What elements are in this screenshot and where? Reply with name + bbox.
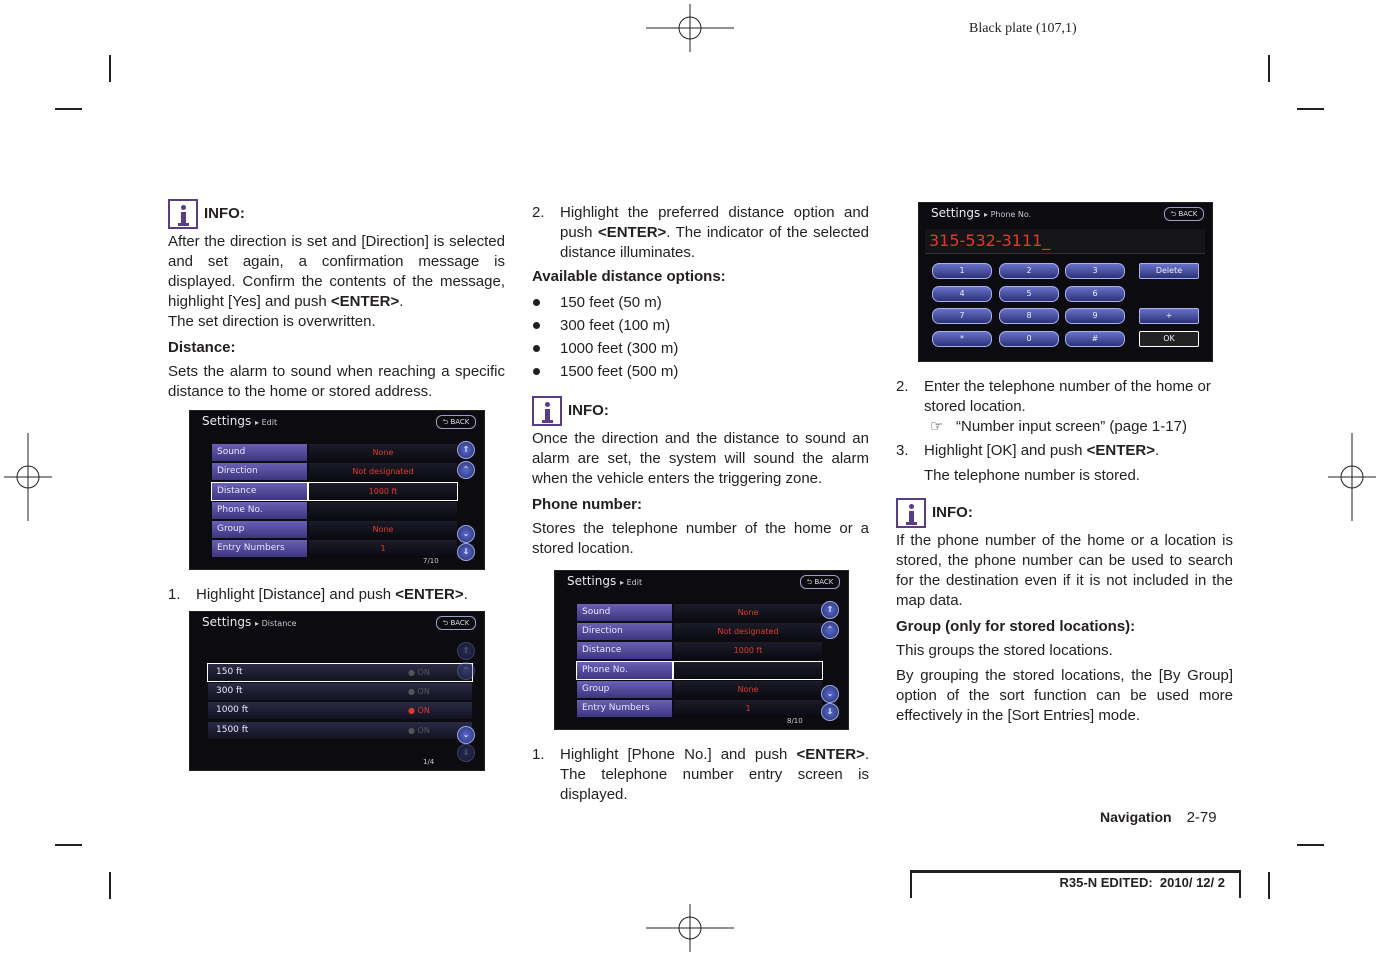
page-down-icon[interactable]: ⇓ xyxy=(457,744,475,762)
phone-text: Stores the telephone number of the home or a stored location. xyxy=(532,520,869,557)
page-footer: Navigation 2-79 xyxy=(1100,809,1217,826)
screen-title: Settings ▸ Edit xyxy=(567,574,643,588)
group-heading: Group (only for stored locations): xyxy=(896,618,1136,635)
key-star[interactable]: * xyxy=(932,331,992,347)
back-button[interactable]: ⮌ BACK xyxy=(436,616,476,630)
key-2[interactable]: 2 xyxy=(999,263,1059,279)
key-8[interactable]: 8 xyxy=(999,308,1059,324)
settings-edit-screen-phone: Settings ▸ Edit ⮌ BACK Sound None Direction Not designated Distance 1000 ft Phone No. Group None Entry Numbers 1 ⇑ ⌃ ⌄ ⇓ 8/10 xyxy=(554,570,849,730)
scroll-up-icon[interactable]: ⌃ xyxy=(457,461,475,479)
page-down-icon[interactable]: ⇓ xyxy=(457,543,475,561)
key-9[interactable]: 9 xyxy=(1065,308,1125,324)
key-1[interactable]: 1 xyxy=(932,263,992,279)
key-6[interactable]: 6 xyxy=(1065,286,1125,302)
group-text-2: By grouping the stored locations, the [By Group] option of the sort function can be used more effectively in the [Sort Entries] mode. xyxy=(896,667,1233,724)
right-step-2: 2. Enter the telephone number of the home or stored location. xyxy=(896,378,1211,415)
registration-mark-icon xyxy=(4,433,52,521)
list-item: 150 feet (50 m) xyxy=(532,291,869,314)
page-indicator: 1/4 xyxy=(423,758,435,766)
registration-mark-icon xyxy=(646,4,734,52)
distance-text: Sets the alarm to sound when reaching a specific distance to the home or stored address. xyxy=(168,363,505,400)
page-up-icon[interactable]: ⇑ xyxy=(457,642,475,660)
crop-mark xyxy=(109,872,111,899)
plus-button[interactable]: + xyxy=(1139,308,1199,324)
info-title: INFO: xyxy=(204,205,245,222)
registration-mark-icon xyxy=(1328,433,1376,521)
group-text-1: This groups the stored locations. xyxy=(896,642,1113,659)
edited-box: R35-N EDITED: 2010/ 12/ 2 xyxy=(910,870,1241,898)
distance-option-1000[interactable]: 1000 ft ● ON xyxy=(208,702,472,719)
middle-step-1: 1. Highlight [Phone No.] and push <ENTER>. The telephone number entry screen is displayed. xyxy=(532,746,869,803)
info-heading: INFO: xyxy=(896,497,1233,529)
page-up-icon[interactable]: ⇑ xyxy=(457,441,475,459)
ok-button[interactable]: OK xyxy=(1139,331,1199,347)
back-button[interactable]: ⮌ BACK xyxy=(1164,207,1204,221)
key-7[interactable]: 7 xyxy=(932,308,992,324)
back-button[interactable]: ⮌ BACK xyxy=(436,415,476,429)
page-up-icon[interactable]: ⇑ xyxy=(821,601,839,619)
crop-mark xyxy=(1268,872,1270,899)
page-reference: ☞ “Number input screen” (page 1-17) xyxy=(930,418,1187,435)
scroll-up-icon[interactable]: ⌃ xyxy=(457,662,475,680)
info-icon xyxy=(896,498,926,528)
crop-mark xyxy=(55,844,82,846)
key-0[interactable]: 0 xyxy=(999,331,1059,347)
screen-title: Settings ▸ Distance xyxy=(202,615,297,629)
middle-step-2: 2. Highlight the preferred distance option and push <ENTER>. The indicator of the selected distance illuminates. xyxy=(532,204,869,261)
phone-number-field[interactable]: 315-532-3111_ xyxy=(925,229,1205,254)
info-heading: INFO: xyxy=(532,395,869,427)
settings-edit-screen: Settings ▸ Edit ⮌ BACK Sound None Direction Not designated Distance 1000 ft Phone No. Group None Entry Numbers 1 ⇑ ⌃ ⌄ ⇓ 7/10 xyxy=(189,410,485,570)
info-icon xyxy=(532,396,562,426)
phone-number-screen xyxy=(918,202,1213,362)
distance-option-1500[interactable]: 1500 ft ● ON xyxy=(208,722,472,739)
list-item: 300 feet (100 m) xyxy=(532,314,869,337)
delete-button[interactable]: Delete xyxy=(1139,263,1199,279)
registration-mark-icon xyxy=(646,904,734,952)
scroll-up-icon[interactable]: ⌃ xyxy=(821,621,839,639)
crop-mark xyxy=(109,55,111,82)
left-step-1: 1. Highlight [Distance] and push <ENTER>. xyxy=(168,586,468,603)
crop-mark xyxy=(1297,844,1324,846)
page-down-icon[interactable]: ⇓ xyxy=(821,703,839,721)
key-5[interactable]: 5 xyxy=(999,286,1059,302)
plate-label: Black plate (107,1) xyxy=(969,21,1077,36)
right-step-3: 3. Highlight [OK] and push <ENTER>. xyxy=(896,442,1160,459)
key-3[interactable]: 3 xyxy=(1065,263,1125,279)
right-column xyxy=(896,377,1233,726)
list-item: 1500 feet (500 m) xyxy=(532,360,869,383)
left-column xyxy=(168,198,505,402)
key-hash[interactable]: # xyxy=(1065,331,1125,347)
crop-mark xyxy=(1297,108,1324,110)
screen-title: Settings ▸ Phone No. xyxy=(931,206,1032,220)
screen-title: Settings ▸ Edit xyxy=(202,414,278,428)
key-4[interactable]: 4 xyxy=(932,286,992,302)
step-result: The telephone number is stored. xyxy=(924,467,1140,484)
crop-mark xyxy=(55,108,82,110)
info-text-2: The set direction is overwritten. xyxy=(168,313,376,330)
distance-heading: Distance: xyxy=(168,339,236,356)
crop-mark xyxy=(1268,55,1270,82)
scroll-down-icon[interactable]: ⌄ xyxy=(457,525,475,543)
scroll-down-icon[interactable]: ⌄ xyxy=(457,726,475,744)
page-indicator: 7/10 xyxy=(423,557,439,565)
info-text: After the direction is set and [Direction] is selected and set again, a confirmation message is displayed. Confirm the contents of the message, highlight [Yes] and push <ENTER>. xyxy=(168,233,505,310)
distance-option-150[interactable]: 150 ft ● ON xyxy=(208,664,472,681)
info-icon xyxy=(168,199,198,229)
info-heading xyxy=(168,198,505,230)
distance-option-300[interactable]: 300 ft ● ON xyxy=(208,683,472,700)
back-button[interactable]: ⮌ BACK xyxy=(800,575,840,589)
options-heading: Available distance options: xyxy=(532,268,726,285)
info-text: Once the direction and the distance to sound an alarm are set, the system will sound the alarm when the vehicle enters the triggering zone. xyxy=(532,430,869,487)
settings-distance-screen xyxy=(189,611,485,771)
info-text: If the phone number of the home or a location is stored, the phone number can be used to search for the destination even if it is not included in the map data. xyxy=(896,532,1233,609)
middle-column xyxy=(532,203,869,559)
page-indicator: 8/10 xyxy=(787,717,803,725)
scroll-down-icon[interactable]: ⌄ xyxy=(821,685,839,703)
phone-heading: Phone number: xyxy=(532,496,643,513)
pointing-hand-icon: ☞ xyxy=(930,418,944,435)
list-item: 1000 feet (300 m) xyxy=(532,337,869,360)
